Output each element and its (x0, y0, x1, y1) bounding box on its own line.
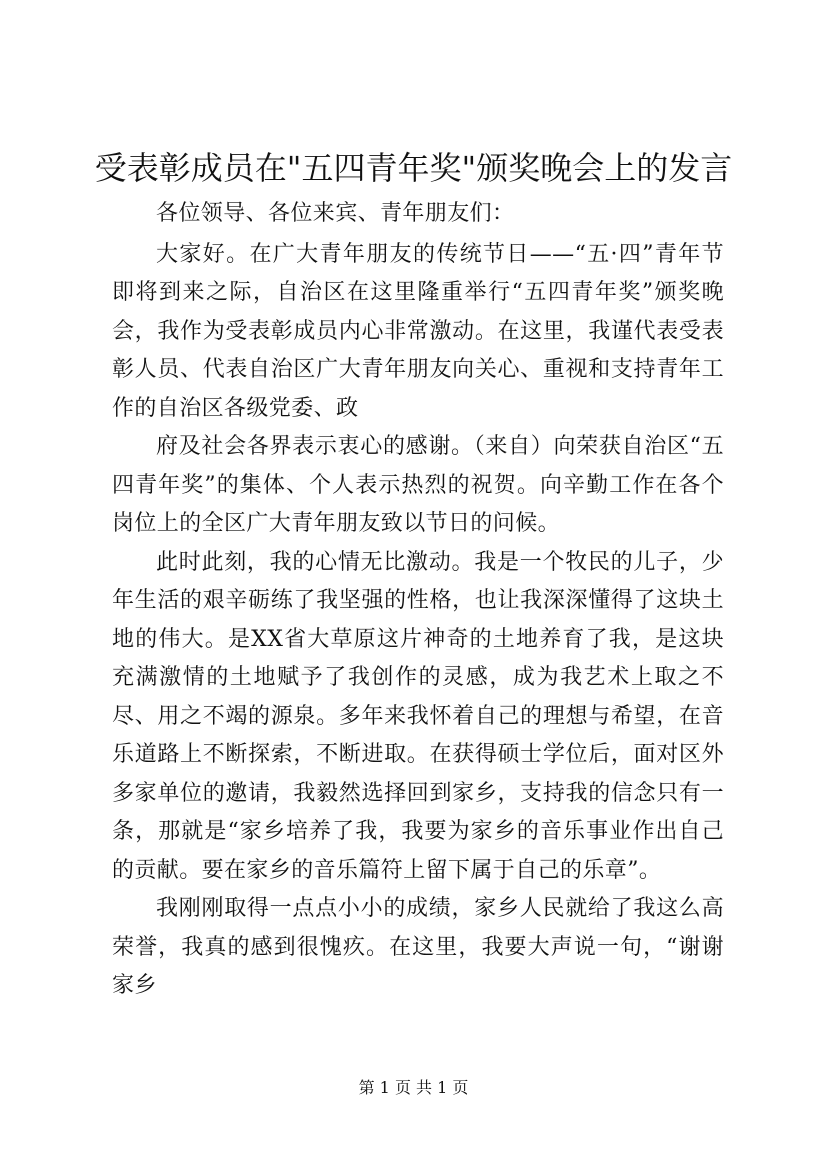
page-number-footer: 第 1 页 共 1 页 (358, 1078, 469, 1097)
salutation-paragraph: 各位领导、各位来宾、青年朋友们： (156, 201, 515, 226)
document-body (112, 195, 724, 1006)
body-paragraph-gratitude: 我刚刚取得一点点小小的成绩，家乡人民就给了我这么高荣誉，我真的感到很愧疚。在这里，我要大声说一句，“谢谢家乡 (112, 896, 724, 998)
body-paragraph-thanks: 府及社会各界表示衷心的感谢。（来自）向荣获自治区“五四青年奖”的集体、个人表示热烈的祝贺。向辛勤工作在各个岗位上的全区广大青年朋友致以节日的问候。 (112, 434, 724, 536)
body-paragraph-story: 此时此刻，我的心情无比激动。我是一个牧民的儿子，少年生活的艰辛砺练了我坚强的性格，也让我深深懂得了这块土地的伟大。是XX省大草原这片神奇的土地养育了我，是这块充满激情的土地赋予了我创作的灵感，成为我艺术上取之不尽、用之不竭的源泉。多年来我怀着自己的理想与希望，在音乐道路上不断探索，不断进取。在获得硕士学位后，面对区外多家单位的邀请，我毅然选择回到家乡，支持我的信念只有一条，那就是“家乡培养了我，我要为家乡的音乐事业作出自己的贡献。要在家乡的音乐篇符上留下属于自己的乐章”。 (112, 549, 724, 883)
body-paragraph-greeting: 大家好。在广大青年朋友的传统节日——“五·四”青年节即将到来之际，自治区在这里隆重举行“五四青年奖”颁奖晚会，我作为受表彰成员内心非常激动。在这里，我谨代表受表彰人员、代表自治区广大青年朋友向关心、重视和支持青年工作的自治区各级党委、政 (112, 241, 724, 421)
document-title: 受表彰成员在"五四青年奖"颁奖晚会上的发言 (94, 149, 733, 187)
